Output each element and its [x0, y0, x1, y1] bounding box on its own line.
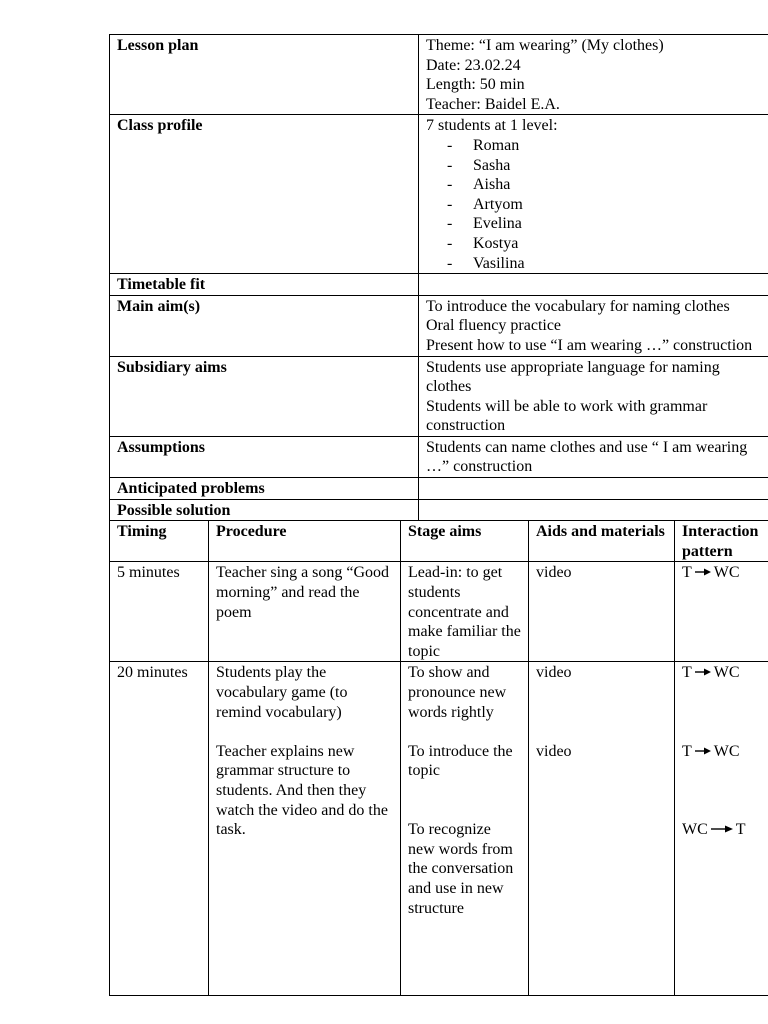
student-item: - Evelina: [446, 214, 768, 234]
lesson-plan-details: [419, 35, 768, 115]
header-aids: Aids and materials: [529, 521, 675, 562]
stage-aims-cell: [401, 562, 529, 662]
main-aim-line: Present how to use “I am wearing …” construction: [426, 336, 753, 354]
header-stage-aims: Stage aims: [401, 521, 529, 562]
subsidiary-aim-line: construction: [426, 417, 506, 435]
interaction-from: T: [682, 664, 692, 682]
spacer: [216, 722, 393, 742]
procedure-cell: [209, 562, 401, 662]
anticipated-problems-value: [419, 478, 768, 500]
stage-aim-text: Lead-in: to get students concentrate and make familiar the topic: [408, 564, 521, 660]
main-aims-row: [110, 295, 768, 356]
interaction-from: T: [682, 564, 692, 582]
student-item: - Roman: [446, 136, 768, 156]
table-row: [110, 562, 768, 662]
student-item: - Aisha: [446, 175, 768, 195]
aids-cell: [529, 562, 675, 662]
lesson-plan-document: [109, 34, 768, 996]
length-text: Length: 50 min: [426, 76, 525, 94]
stage-aim-text: To recognize new words from the conversation and use in new structure: [408, 821, 514, 917]
interaction-pattern: [682, 663, 768, 683]
main-aim-line: To introduce the vocabulary for naming clothes: [426, 297, 730, 315]
assumptions-details: [419, 436, 768, 477]
stage-aim-text: To introduce the topic: [408, 742, 513, 780]
timetable-fit-value: [419, 274, 768, 296]
timetable-fit-label: Timetable fit: [110, 274, 419, 296]
right-arrow-icon: [695, 747, 711, 755]
lesson-plan-row: [110, 35, 768, 115]
interaction-to: WC: [713, 664, 740, 682]
interaction-pattern: [682, 742, 768, 762]
spacer: [408, 722, 521, 742]
right-arrow-icon: [711, 825, 733, 833]
aid-text: video: [536, 742, 572, 760]
lesson-info-table: [109, 34, 768, 521]
main-aims-details: [419, 295, 768, 356]
assumption-line: …” construction: [426, 458, 533, 476]
spacer: [408, 781, 521, 820]
subsidiary-aims-details: [419, 356, 768, 436]
student-item: - Artyom: [446, 195, 768, 215]
procedure-text: Teacher sing a song “Good morning” and read the poem: [216, 564, 390, 621]
lesson-plan-label: Lesson plan: [110, 35, 419, 115]
interaction-to: WC: [713, 742, 740, 760]
student-item: - Kostya: [446, 234, 768, 254]
aid-text: video: [536, 564, 572, 582]
class-profile-row: [110, 115, 768, 274]
main-aim-line: Oral fluency practice: [426, 317, 562, 335]
table-row: [110, 662, 768, 996]
assumptions-row: [110, 436, 768, 477]
teacher-text: Teacher: Baidel E.A.: [426, 95, 560, 113]
procedure-header-row: [110, 521, 768, 562]
theme-text: Theme: “I am wearing” (My clothes): [426, 37, 664, 54]
procedure-cell: [209, 662, 401, 996]
subsidiary-aim-line: Students use appropriate language for naming: [426, 358, 720, 376]
subsidiary-aim-line: Students will be able to work with grammar: [426, 397, 708, 415]
student-item: - Sasha: [446, 156, 768, 176]
class-profile-label: Class profile: [110, 115, 419, 274]
interaction-to: T: [735, 821, 746, 839]
assumption-line: Students can name clothes and use “ I am wearing: [426, 438, 748, 456]
subsidiary-aims-label: Subsidiary aims: [110, 356, 419, 436]
spacer: [536, 683, 667, 742]
procedure-text: Students play the vocabulary game (to remind vocabulary): [216, 664, 348, 721]
anticipated-problems-row: [110, 478, 768, 500]
interaction-from: T: [682, 742, 692, 760]
class-summary: 7 students at 1 level:: [426, 117, 558, 135]
class-profile-details: [419, 115, 768, 274]
interaction-from: WC: [682, 821, 708, 839]
anticipated-problems-label: Anticipated problems: [110, 478, 419, 500]
main-aims-label: Main aim(s): [110, 295, 419, 356]
interaction-cell: [675, 562, 768, 662]
spacer: [682, 761, 768, 820]
possible-solution-row: [110, 499, 768, 521]
header-procedure: Procedure: [209, 521, 401, 562]
spacer: [682, 683, 768, 742]
interaction-pattern: [682, 820, 768, 840]
aid-text: video: [536, 664, 572, 682]
procedure-table: [109, 520, 768, 996]
interaction-cell: [675, 662, 768, 996]
possible-solution-label: Possible solution: [110, 499, 419, 521]
student-list: [426, 136, 768, 273]
procedure-text: Teacher explains new grammar structure to students. And then they watch the video and do the task.: [216, 742, 388, 839]
timing-cell: 5 minutes: [110, 562, 209, 662]
stage-aims-cell: [401, 662, 529, 996]
assumptions-label: Assumptions: [110, 436, 419, 477]
subsidiary-aims-row: [110, 356, 768, 436]
timetable-fit-row: [110, 274, 768, 296]
interaction-to: WC: [713, 564, 740, 582]
right-arrow-icon: [695, 668, 711, 676]
student-item: - Vasilina: [446, 254, 768, 274]
timing-cell: 20 minutes: [110, 662, 209, 996]
header-timing: Timing: [110, 521, 209, 562]
header-interaction: Interaction pattern: [675, 521, 768, 562]
subsidiary-aim-line: clothes: [426, 378, 472, 396]
possible-solution-value: [419, 499, 768, 521]
right-arrow-icon: [695, 568, 711, 576]
aids-cell: [529, 662, 675, 996]
date-text: Date: 23.02.24: [426, 56, 521, 74]
interaction-pattern: [682, 563, 768, 583]
stage-aim-text: To show and pronounce new words rightly: [408, 664, 507, 721]
